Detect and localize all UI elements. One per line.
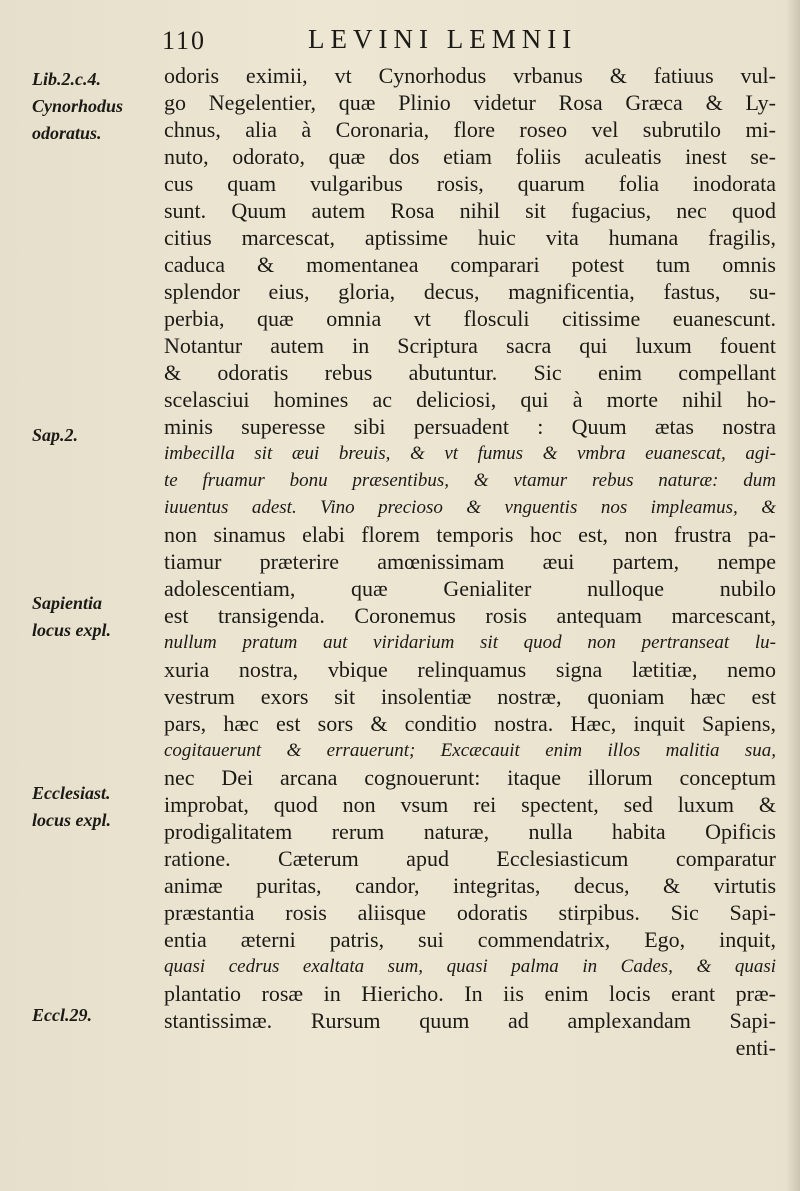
- text-line: prodigalitatem rerum naturæ, nulla habita Opificis: [164, 819, 776, 844]
- text-line: ratione. Cæterum apud Ecclesiasticum comparatur: [164, 846, 776, 871]
- text-line: sunt. Quum autem Rosa nihil sit fugacius, nec quod: [164, 198, 776, 223]
- text-line: xuria nostra, vbique relinquamus signa lætitiæ, nemo: [164, 657, 776, 682]
- body-text: [164, 62, 776, 1061]
- text-line: adolescentiam, quæ Genialiter nulloque nubilo: [164, 576, 776, 601]
- margin-note-line: Cynorhodus: [32, 96, 124, 116]
- margin-note-line: Sap.2.: [32, 425, 79, 445]
- text-line: nuto, odorato, quæ dos etiam foliis aculeatis inest se-: [164, 144, 776, 169]
- page-edge-shadow: [786, 0, 800, 1191]
- text-line: perbia, quæ omnia vt flosculi citissime euanescunt.: [164, 306, 776, 331]
- text-line: non sinamus elabi florem temporis hoc est, non frustra pa-: [164, 522, 776, 547]
- text-line: Notantur autem in Scriptura sacra qui luxum fouent: [164, 333, 776, 358]
- text-line: quasi cedrus exaltata sum, quasi palma in Cades, & quasi: [164, 956, 776, 977]
- text-line: improbat, quod non vsum rei spectent, sed luxum &: [164, 792, 776, 817]
- page-number: 110: [162, 26, 207, 55]
- running-title: LEVINI LEMNII: [308, 24, 578, 54]
- margin-note-line: locus expl.: [32, 620, 111, 640]
- text-line: iuuentus adest. Vino precioso & vnguentis nos impleamus, &: [164, 497, 776, 518]
- text-line: pars, hæc est sors & conditio nostra. Hæc, inquit Sapiens,: [164, 711, 776, 736]
- text-line: citius marcescat, aptissime huic vita humana fragilis,: [164, 225, 776, 250]
- text-line: nullum pratum aut viridarium sit quod non pertranseat lu-: [164, 632, 776, 653]
- text-line: cus quam vulgaribus rosis, quarum folia inodorata: [164, 171, 776, 196]
- text-line: plantatio rosæ in Hiericho. In iis enim locis erant præ-: [164, 981, 776, 1006]
- text-line: caduca & momentanea comparari potest tum omnis: [164, 252, 776, 277]
- catchword: enti-: [735, 1035, 776, 1060]
- text-line: est transigenda. Coronemus rosis antequam marcescant,: [164, 603, 776, 628]
- text-line: odoris eximii, vt Cynorhodus vrbanus & fatiuus vul-: [164, 63, 776, 88]
- text-line: te fruamur bonu præsentibus, & vtamur rebus naturæ: dum: [164, 470, 776, 491]
- margin-note-line: Ecclesiast.: [32, 783, 111, 803]
- text-line: scelasciui homines ac deliciosi, qui à morte nihil ho-: [164, 387, 776, 412]
- margin-notes: [0, 0, 150, 1191]
- margin-note-lib: [32, 66, 123, 147]
- text-line: go Negelentier, quæ Plinio videtur Rosa Græca & Ly-: [164, 90, 776, 115]
- text-line: animæ puritas, candor, integritas, decus, & virtutis: [164, 873, 776, 898]
- margin-note-line: odoratus.: [32, 123, 102, 143]
- text-line: tiamur præterire amœnissimam æui partem, nempe: [164, 549, 776, 574]
- text-line: splendor eius, gloria, decus, magnificentia, fastus, su-: [164, 279, 776, 304]
- margin-note-ecclesiast: [32, 780, 111, 834]
- text-line: imbecilla sit æui breuis, & vt fumus & vmbra euanescat, agi-: [164, 443, 776, 464]
- margin-note-line: Eccl.29.: [32, 1005, 92, 1025]
- text-line: cogitauerunt & errauerunt; Excæcauit enim illos malitia sua,: [164, 740, 776, 761]
- margin-note-line: locus expl.: [32, 810, 111, 830]
- margin-note-eccl: [32, 1002, 92, 1029]
- margin-note-sap: [32, 422, 78, 449]
- text-line: chnus, alia à Coronaria, flore roseo vel subrutilo mi-: [164, 117, 776, 142]
- text-line: & odoratis rebus abutuntur. Sic enim compellant: [164, 360, 776, 385]
- text-line: vestrum exors sit insolentiæ nostræ, quoniam hæc est: [164, 684, 776, 709]
- margin-note-sapientia: [32, 590, 111, 644]
- text-line: stantissimæ. Rursum quum ad amplexandam Sapi-: [164, 1008, 776, 1033]
- margin-note-line: Lib.2.c.4.: [32, 69, 101, 89]
- text-line: entia æterni patris, sui commendatrix, Ego, inquit,: [164, 927, 776, 952]
- text-line: nec Dei arcana cognouerunt: itaque illorum conceptum: [164, 765, 776, 790]
- text-line: præstantia rosis aliisque odoratis stirpibus. Sic Sapi-: [164, 900, 776, 925]
- margin-note-line: Sapientia: [32, 593, 103, 613]
- text-line: minis superesse sibi persuadent : Quum ætas nostra: [164, 414, 776, 439]
